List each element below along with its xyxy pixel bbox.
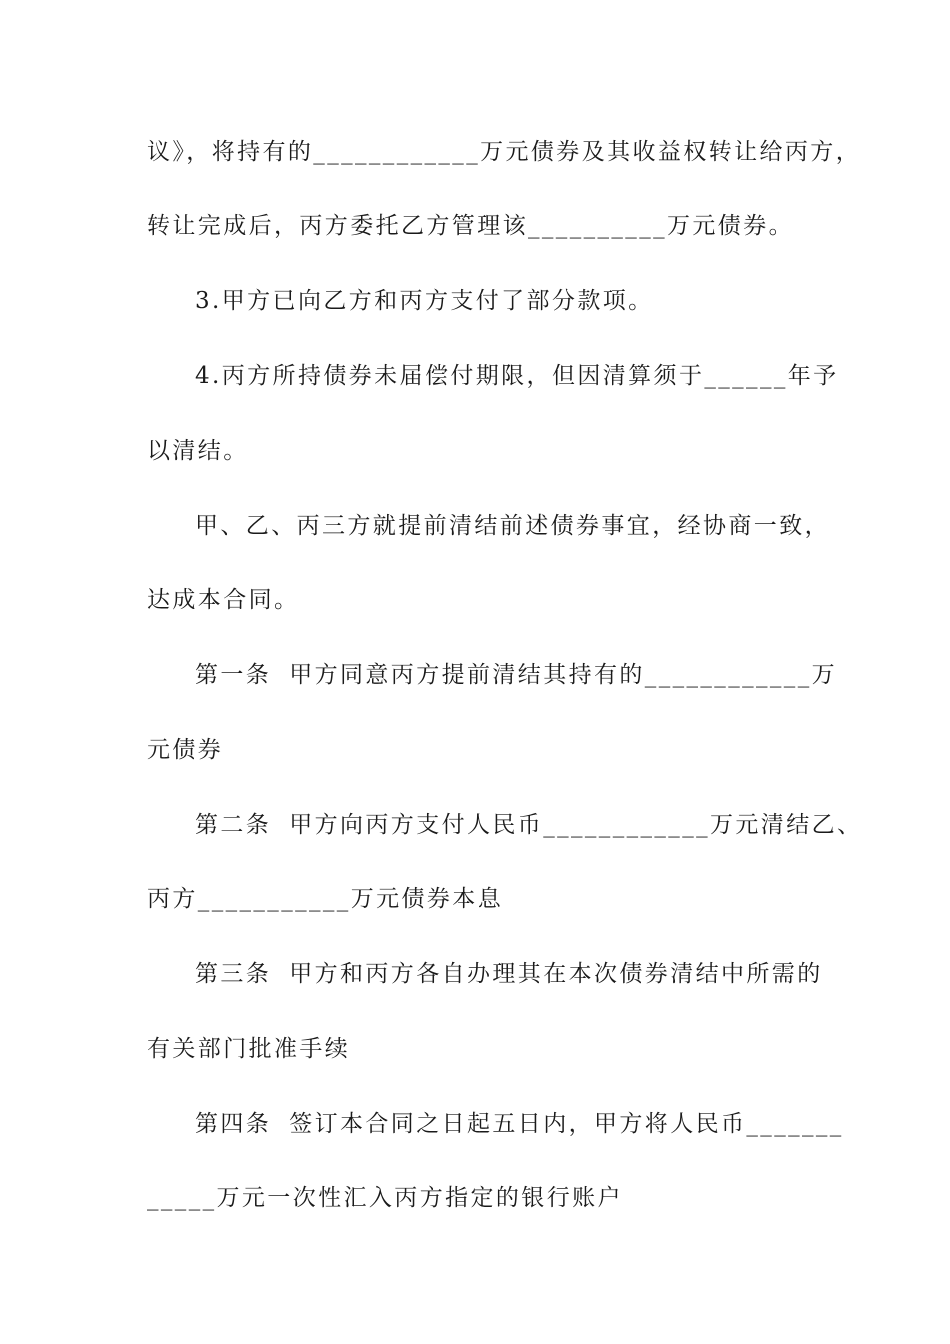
article-text: 签订本合同之日起五日内，甲方将人民币_______ <box>289 1111 844 1137</box>
article-text: 甲方向丙方支付人民币____________万元清结乙、 <box>289 812 863 838</box>
text-line: 以清结。 <box>147 438 249 464</box>
text-line: 有关部门批准手续 <box>147 1036 351 1062</box>
article-3 <box>195 958 865 990</box>
article-text: 甲方同意丙方提前清结其持有的____________万 <box>289 662 838 688</box>
text-line: 转让完成后，丙方委托乙方管理该__________万元债券。 <box>147 213 794 239</box>
article-text: 甲方和丙方各自办理其在本次债券清结中所需的 <box>289 961 823 987</box>
article-label: 第二条 <box>195 812 272 838</box>
article-2 <box>195 809 865 841</box>
text-line: 元债券 <box>147 737 224 763</box>
text-line: _____万元一次性汇入丙方指定的银行账户 <box>147 1185 623 1211</box>
text-line: 4.丙方所持债券未届偿付期限，但因清算须于______年予 <box>195 363 839 389</box>
article-label: 第三条 <box>195 961 272 987</box>
text-line: 议》，将持有的____________万元债券及其收益权转让给丙方， <box>147 139 862 165</box>
text-line: 丙方___________万元债券本息 <box>147 886 504 912</box>
text-line: 甲、乙、丙三方就提前清结前述债券事宜，经协商一致， <box>195 513 830 539</box>
article-1 <box>195 659 865 691</box>
text-line: 3.甲方已向乙方和丙方支付了部分款项。 <box>195 288 654 314</box>
text-line: 达成本合同。 <box>147 587 300 613</box>
article-label: 第一条 <box>195 662 272 688</box>
article-4 <box>195 1108 865 1140</box>
article-label: 第四条 <box>195 1111 272 1137</box>
